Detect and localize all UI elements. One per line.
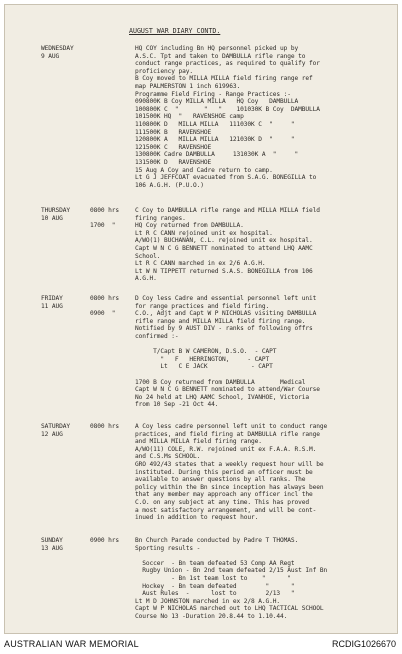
- entry-day: FRIDAY 11 AUG: [41, 295, 63, 310]
- entry-time: 0800 hrs 0900 ": [90, 295, 120, 318]
- entry-body: D Coy less Cadre and essential personnel left unit for range practices and field firing. C.O., Adjt and Capt W P NICHOLAS visiting DAMBULLA rifle range and MILLA MILLA field firing range. Notified by 9 AUST DIV - ranks of following offrs confirmed :- T/Capt B W CAMERON, D.S.O. - CAPT " F HERRINGTON, - CAPT Lt C E JACK - CAPT 1700 B Coy returned from DAMBULLA Medical Capt W N C G BENNETT nominated to attend/War Course No 24 held at LHQ AAMC School, IVANHOE, Victoria from 10 Sep -21 Oct 44.: [135, 295, 320, 409]
- entry-day: THURSDAY 10 AUG: [41, 207, 71, 222]
- entry-time: 0800 hrs: [90, 423, 120, 430]
- archive-name: AUSTRALIAN WAR MEMORIAL: [4, 639, 139, 649]
- entry-time: 0800 hrs 1700 ": [90, 207, 120, 230]
- entry-day: SATURDAY 12 AUG: [41, 423, 71, 438]
- record-id: RCDIG1026670: [331, 639, 396, 649]
- entry-body: HQ COY including Bn HQ personnel picked up by A.S.C. Tpt and taken to DAMBULLA rifle range to conduct range practices, as required to qualify for proficiency pay. B Coy moved to MILLA MILLA field firing range ref map PALMERSTON 1 inch 619963. Programme Field Firing - Range Practices :- 090800K B Coy MILLA MILLA HQ Coy DAMBULLA 100800K C " " " 101030K B Coy DAMBULLA 101500K HQ " RAVENSHOE camp 110800K D MILLA MILLA 111030K C " " 111500K B RAVENSHOE 120800K A MILLA MILLA 121030K D " " 121500K C RAVENSHOE 130800K Cadre DAMBULLA 131030K A " " 131500K D RAVENSHOE 15 Aug A Coy and Cadre return to camp. Lt G J JEFFCOAT evacuated from S.A.G. BONEGILLA to 106 A.G.H. (P.U.O.): [135, 45, 320, 189]
- entry-body: C Coy to DAMBULLA rifle range and MILLA MILLA field firing ranges. HQ Coy returned from DAMBULLA. Lt R C CANN rejoined unit ex hospital. A/WO(1) BUCHANAN, C.L. rejoined unit ex hospital. Capt W N C G BENNETT nominated to attend LHQ AAMC School. Lt R C CANN marched in ex 2/6 A.G.H. Lt W N TIPPETT returned S.A.S. BONEGILLA from 106 A.G.H.: [135, 207, 320, 283]
- entry-time: 0900 hrs: [90, 537, 120, 544]
- entry-day: SUNDAY 13 AUG: [41, 537, 63, 552]
- page-title: AUGUST WAR DIARY CONTD.: [129, 27, 221, 35]
- entry-body: Bn Church Parade conducted by Padre T THOMAS. Sporting results - Soccer - Bn team defeated 53 Comp AA Regt Rugby Union - Bn 2nd team defeated 2/15 Aust Inf Bn - Bn 1st team lost to " " Hockey - Bn team defeated " " Aust Rules - lost to 2/13 " Lt M D JOHNSTON marched in ex 2/8 A.G.H. Capt W P NICHOLAS marched out to LHQ TACTICAL SCHOOL Course No 13 -Duration 20.8.44 to 1.10.44.: [135, 537, 328, 620]
- archive-footer: [0, 636, 402, 654]
- diary-page: [4, 4, 398, 634]
- entry-body: A Coy less cadre personnel left unit to conduct range practices, and field firing at DAMBULLA rifle range and MILLA MILLA field firing range. A/WO(11) COLE, R.W. rejoined unit ex F.A.A. R.S.M. and C.S.Ms SCHOOL. GRO 492/43 states that a weekly request hour will be instituted. During this period an officer must be available to answer questions by all ranks. The policy within the Bn since inception has always been that any member may approach any officer incl the C.O. on any subject at any time. This has proved a most satisfactory arrangement, and will be cont- inued in addition to request hour.: [135, 423, 328, 522]
- entry-day: WEDNESDAY 9 AUG: [41, 45, 74, 60]
